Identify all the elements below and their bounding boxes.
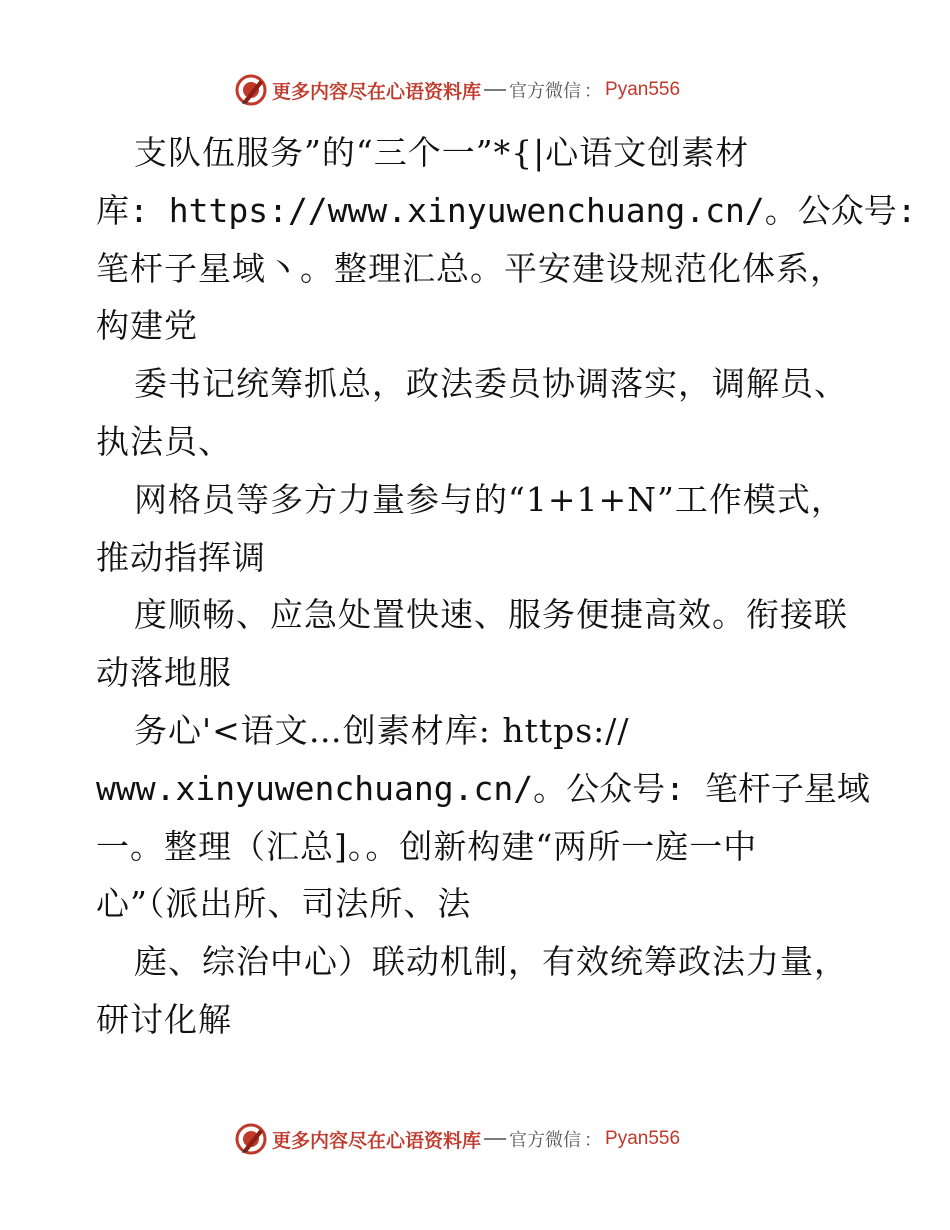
footer-banner xyxy=(234,1122,680,1156)
body-line-2: 库: https://www.xinyuwenchuang.cn/。公众号: xyxy=(96,190,917,230)
pen-logo-icon xyxy=(234,1122,268,1156)
footer-wechat-id: Pyan556 xyxy=(605,1128,681,1149)
header-promo-text: 更多内容尽在心语资料库 xyxy=(272,80,482,103)
body-line-10: 动落地服 xyxy=(96,653,232,693)
body-line-12: www.xinyuwenchuang.cn/。公众号: 笔杆子星域 xyxy=(96,768,870,808)
header-dash xyxy=(484,89,506,91)
pen-logo-icon xyxy=(234,73,268,107)
body-line-9: 度顺畅、应急处置快速、服务便捷高效。衔接联 xyxy=(134,595,848,635)
header-wechat-label: 官方微信 xyxy=(509,81,582,102)
body-line-3: 笔杆子星域丶。整理汇总。平安建设规范化体系， xyxy=(96,248,844,288)
body-line-16: 研讨化解 xyxy=(96,999,232,1039)
header-colon: ： xyxy=(584,81,603,102)
body-line-11: 务心'<语文…创素材库: https:// xyxy=(134,710,630,750)
body-line-5: 委书记统筹抓总，政法委员协调落实，调解员、 xyxy=(134,364,848,404)
footer-dash xyxy=(484,1138,506,1140)
body-line-4: 构建党 xyxy=(96,306,198,346)
body-line-13: 一。整理（汇总]。。创新构建“两所一庭一中 xyxy=(96,826,758,866)
body-line-1: 支队伍服务”的“三个一”*{|心语文创素材 xyxy=(134,133,750,172)
footer-colon: ： xyxy=(584,1130,603,1151)
header-wechat-id: Pyan556 xyxy=(605,79,681,100)
body-line-8: 推动指挥调 xyxy=(96,537,266,577)
header-banner xyxy=(234,73,680,107)
document-body xyxy=(96,124,917,1049)
body-line-6: 执法员、 xyxy=(96,421,232,461)
body-line-14: 心”（派出所、司法所、法 xyxy=(96,884,472,924)
body-line-15: 庭、综治中心）联动机制，有效统筹政法力量， xyxy=(134,942,848,982)
footer-wechat-label: 官方微信 xyxy=(509,1130,582,1151)
body-line-7: 网格员等多方力量参与的“1+1+N”工作模式， xyxy=(134,479,845,519)
footer-promo-text: 更多内容尽在心语资料库 xyxy=(272,1129,482,1152)
